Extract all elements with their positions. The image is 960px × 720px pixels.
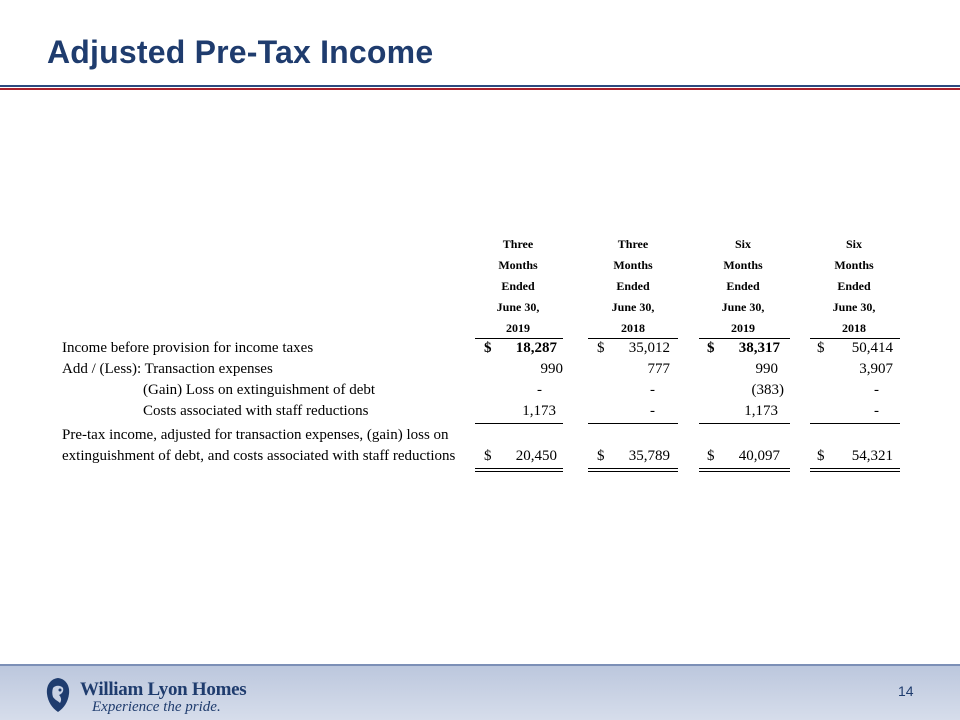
- page-number: 14: [898, 683, 914, 699]
- brand-name: William Lyon Homes: [80, 679, 247, 700]
- col4-total-rule-2: [810, 471, 900, 472]
- col3-header-year: 2019: [731, 321, 755, 335]
- col3-total-rule-1: [699, 468, 790, 469]
- currency-symbol: $: [707, 448, 715, 464]
- col4-header-rule: [810, 338, 900, 339]
- cell-value: -: [650, 403, 655, 419]
- col1-header-line3: Ended: [501, 279, 535, 293]
- cell-value: 990: [755, 361, 778, 377]
- col2-header-line2: Months: [613, 258, 653, 272]
- cell-value: 35,789: [628, 448, 670, 464]
- col3-subtotal-rule: [699, 423, 790, 424]
- total-label-line1: Pre-tax income, adjusted for transaction expenses, (gain) loss on: [62, 427, 449, 443]
- currency-symbol: $: [597, 340, 605, 356]
- cell-value: 35,012: [628, 340, 670, 356]
- col2-total-rule-1: [588, 468, 678, 469]
- col4-header-line4: June 30,: [832, 300, 876, 314]
- brand-tagline: Experience the pride.: [92, 699, 221, 715]
- col4-header-line1: Six: [845, 237, 862, 251]
- col1-total-rule-1: [475, 468, 563, 469]
- col2-header-line3: Ended: [616, 279, 650, 293]
- col2-subtotal-rule: [588, 423, 678, 424]
- col1-header-rule: [475, 338, 563, 339]
- col1-header-line2: Months: [498, 258, 538, 272]
- col2-header-rule: [588, 338, 678, 339]
- cell-value: 1,173: [522, 403, 556, 419]
- col3-header-line3: Ended: [726, 279, 760, 293]
- cell-value: 990: [540, 361, 563, 377]
- currency-symbol: $: [817, 448, 825, 464]
- col2-total-rule-2: [588, 471, 678, 472]
- col2-header-line1: Three: [617, 237, 649, 251]
- cell-value: 20,450: [515, 448, 557, 464]
- cell-value: 18,287: [515, 340, 557, 356]
- row-label-transaction-expenses: Add / (Less): Transaction expenses: [62, 361, 273, 377]
- col1-header-line4: June 30,: [496, 300, 540, 314]
- cell-value: -: [874, 382, 879, 398]
- cell-value: -: [650, 382, 655, 398]
- cell-value: 1,173: [744, 403, 778, 419]
- currency-symbol: $: [817, 340, 825, 356]
- row-label-extinguishment-of-debt: (Gain) Loss on extinguishment of debt: [143, 382, 376, 398]
- col4-header-line3: Ended: [837, 279, 871, 293]
- cell-value: 54,321: [851, 448, 893, 464]
- col4-total-rule-1: [810, 468, 900, 469]
- row-label-staff-reductions: Costs associated with staff reductions: [143, 403, 369, 419]
- lion-logo-icon: [44, 676, 72, 714]
- col3-header-line2: Months: [723, 258, 763, 272]
- col4-header-line2: Months: [834, 258, 874, 272]
- col1-subtotal-rule: [475, 423, 563, 424]
- col2-header-line4: June 30,: [611, 300, 655, 314]
- col1-header-line1: Three: [502, 237, 534, 251]
- col1-header-year: 2019: [506, 321, 530, 335]
- currency-symbol: $: [484, 340, 492, 356]
- col4-header-year: 2018: [842, 321, 866, 335]
- cell-value: 777: [647, 361, 670, 377]
- cell-value: 50,414: [851, 340, 893, 356]
- col2-header-year: 2018: [621, 321, 645, 335]
- cell-value: 40,097: [738, 448, 780, 464]
- col3-header-line4: June 30,: [721, 300, 765, 314]
- cell-value: 38,317: [738, 340, 780, 356]
- cell-value: -: [537, 382, 542, 398]
- col3-total-rule-2: [699, 471, 790, 472]
- page-title: Adjusted Pre-Tax Income: [47, 34, 434, 70]
- total-label-line2: extinguishment of debt, and costs associated with staff reductions: [62, 448, 456, 464]
- row-label-income-before-taxes: Income before provision for income taxes: [62, 340, 314, 356]
- currency-symbol: $: [597, 448, 605, 464]
- cell-value: -: [874, 403, 879, 419]
- currency-symbol: $: [707, 340, 715, 356]
- col3-header-rule: [699, 338, 790, 339]
- col3-header-line1: Six: [734, 237, 751, 251]
- cell-value: (383): [751, 382, 784, 398]
- currency-symbol: $: [484, 448, 492, 464]
- col4-subtotal-rule: [810, 423, 900, 424]
- col1-total-rule-2: [475, 471, 563, 472]
- cell-value: 3,907: [859, 361, 893, 377]
